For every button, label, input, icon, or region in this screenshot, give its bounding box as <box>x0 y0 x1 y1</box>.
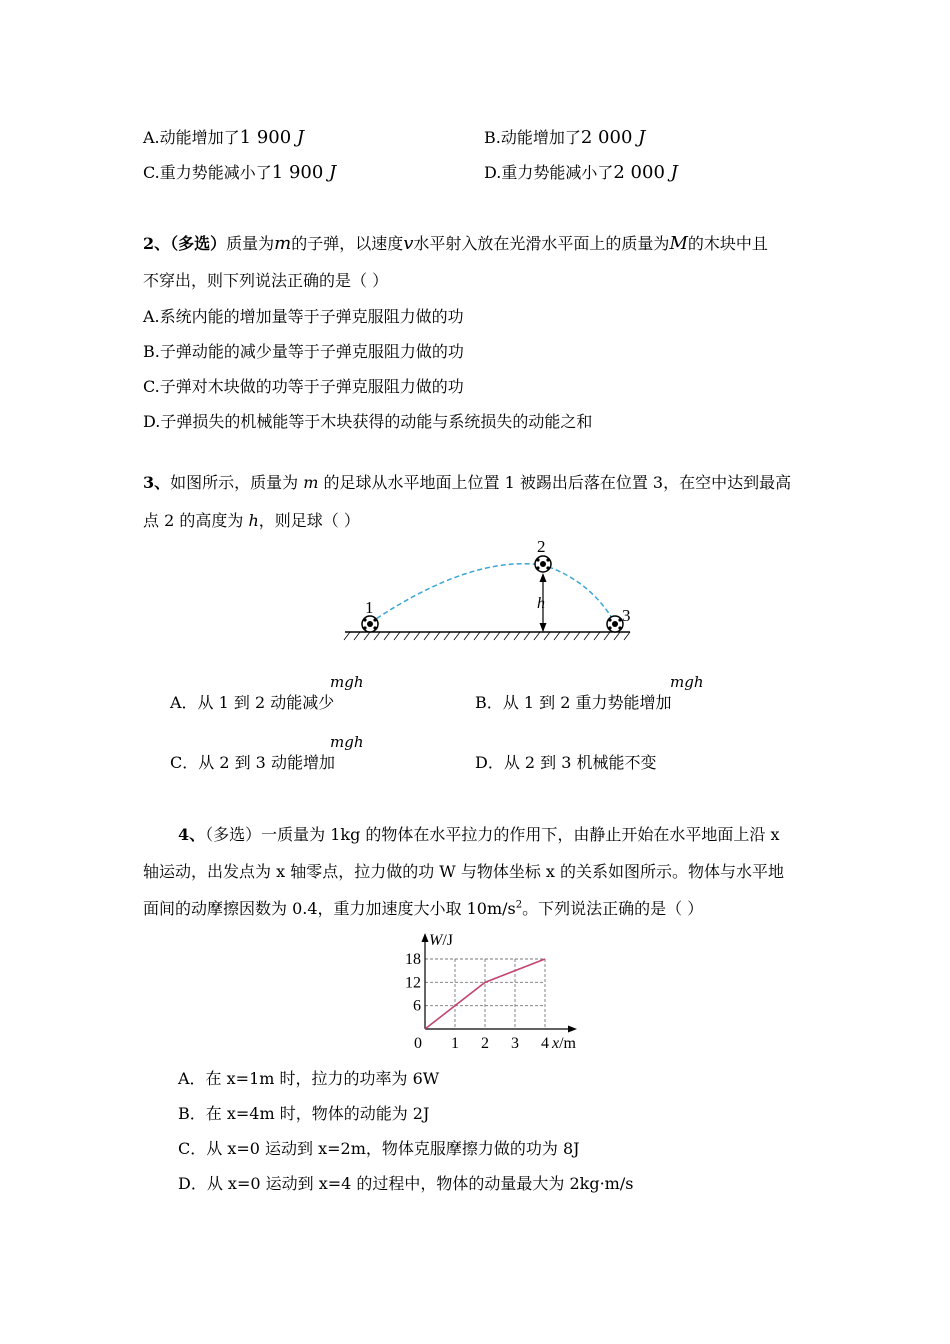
height-arrow-head-up <box>540 573 547 582</box>
q1-option-d: D.重力势能减小了2 000 J <box>484 162 678 183</box>
q3-option-a: A．从 1 到 2 动能减少 <box>170 693 335 712</box>
position-3-label: 3 <box>622 606 631 625</box>
origin-label: 0 <box>414 1035 422 1052</box>
football-trajectory-figure <box>340 535 640 645</box>
y-tick-label: 12 <box>405 974 421 992</box>
trajectory-dashed-curve <box>370 564 615 623</box>
q4-option-b: B．在 x=4m 时，物体的动能为 2J <box>178 1104 430 1123</box>
x-axis-arrow <box>568 1026 577 1033</box>
y-tick-label: 6 <box>413 997 421 1015</box>
x-tick-label: 1 <box>451 1035 459 1052</box>
q4-option-a: A．在 x=1m 时，拉力的功率为 6W <box>178 1069 440 1088</box>
ball-icon-position-2 <box>535 556 551 572</box>
position-2-label: 2 <box>537 537 546 556</box>
ball-icon-position-1 <box>362 616 378 632</box>
q1-option-a: A.动能增加了1 900 J <box>143 127 305 148</box>
q4-option-d: D．从 x=0 运动到 x=4 的过程中，物体的动量最大为 2kg·m/s <box>178 1174 634 1193</box>
q2-option-d: D.子弹损失的机械能等于木块获得的动能与系统损失的动能之和 <box>143 412 593 431</box>
q3-option-c: C．从 2 到 3 动能增加 <box>170 753 335 772</box>
q3-option-a-mgh: mgh <box>330 673 364 691</box>
q2-stem-line1: 2、（多选）质量为m的子弹，以速度v水平射入放在光滑水平面上的质量为M的木块中且 <box>143 233 768 254</box>
q3-option-c-mgh: mgh <box>330 733 364 751</box>
q3-stem-line2: 点 2 的高度为 h，则足球（ ） <box>143 511 360 530</box>
x-tick-label: 2 <box>481 1035 489 1052</box>
q3-option-b: B．从 1 到 2 重力势能增加 <box>475 693 672 712</box>
x-tick-label: 4 <box>541 1035 549 1052</box>
q3-option-b-mgh: mgh <box>670 673 704 691</box>
q2-option-a: A.系统内能的增加量等于子弹克服阻力做的功 <box>143 307 464 326</box>
q2-option-b: B.子弹动能的减少量等于子弹克服阻力做的功 <box>143 342 464 361</box>
height-arrow-head-down <box>540 623 547 632</box>
height-label: h <box>537 595 545 612</box>
x-tick-label: 3 <box>511 1035 519 1052</box>
q2-option-c: C.子弹对木块做的功等于子弹克服阻力做的功 <box>143 377 464 396</box>
x-axis-label: x/m <box>552 1035 576 1052</box>
ball-icon-position-3 <box>607 616 623 632</box>
q1-option-b: B.动能增加了2 000 J <box>484 127 646 148</box>
ground-hatching <box>344 632 630 640</box>
y-tick-label: 18 <box>405 951 421 968</box>
q4-stem-line2: 轴运动，出发点为 x 轴零点，拉力做的功 W 与物体坐标 x 的关系如图所示。物体与水平地 <box>143 862 785 881</box>
q4-stem-line1: 4、（多选）一质量为 1kg 的物体在水平拉力的作用下，由静止开始在水平地面上沿 x <box>178 825 780 844</box>
q3-option-d: D．从 2 到 3 机械能不变 <box>475 753 657 772</box>
q3-stem-line1: 3、如图所示，质量为 m 的足球从水平地面上位置 1 被踢出后落在位置 3，在空中达到最高 <box>143 473 792 492</box>
y-axis-label: W/J <box>429 932 453 949</box>
q4-stem-line3: 面间的动摩擦因数为 0.4，重力加速度大小取 $10m/s^2$。下列说法正确的是（ ） <box>143 899 704 918</box>
position-1-label: 1 <box>365 598 374 617</box>
y-axis-arrow <box>422 933 429 942</box>
work-displacement-chart <box>395 925 595 1053</box>
q4-option-c: C．从 x=0 运动到 x=2m，物体克服摩擦力做的功为 8J <box>178 1139 580 1158</box>
q1-option-c: C.重力势能减小了1 900 J <box>143 162 337 183</box>
q2-stem-line2: 不穿出，则下列说法正确的是（ ） <box>143 271 389 290</box>
